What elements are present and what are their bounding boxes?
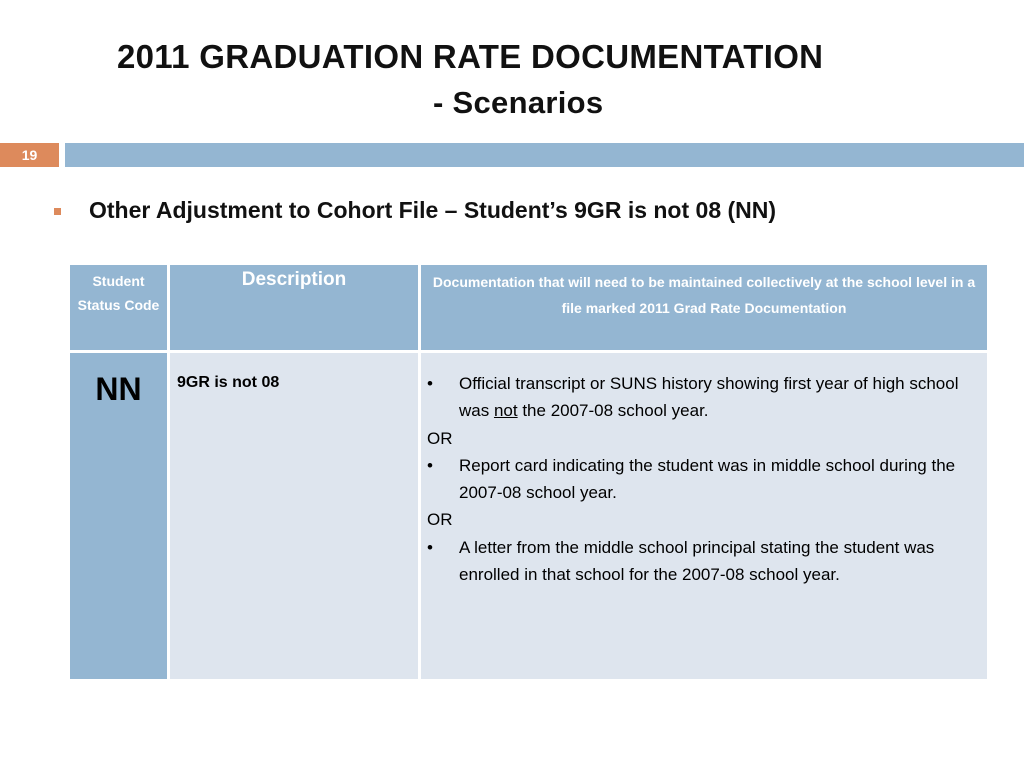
doc-item-text-part: Official transcript or SUNS history showing first year of high school was (459, 374, 959, 421)
bullet-heading-text: Other Adjustment to Cohort File – Student’s 9GR is not 08 (NN) (89, 197, 777, 223)
bullet-icon: • (427, 537, 433, 557)
doc-list-item (427, 370, 977, 425)
header-description: Description (170, 265, 418, 350)
header-band (65, 143, 1024, 167)
doc-list-item (427, 534, 977, 589)
square-bullet-icon (54, 208, 61, 215)
bullet-icon: • (427, 455, 433, 475)
doc-item-text-part: the 2007-08 school year. (517, 401, 709, 421)
documentation-table (67, 262, 990, 682)
header-student-status-code: Student Status Code (70, 265, 167, 350)
cell-documentation (421, 353, 987, 679)
or-separator: OR (427, 428, 453, 448)
bullet-heading (54, 197, 776, 224)
header-documentation: Documentation that will need to be maintained collectively at the school level in a file marked 2011 Grad Rate Documentation (421, 265, 987, 350)
doc-item-text (459, 370, 977, 425)
slide-title: 2011 GRADUATION RATE DOCUMENTATION (117, 38, 824, 75)
underlined-word: not (493, 401, 518, 421)
cell-status-code: NN (70, 353, 167, 679)
cell-description: 9GR is not 08 (170, 353, 418, 679)
bullet-icon: • (427, 374, 433, 393)
or-separator: OR (427, 510, 453, 530)
slide-subtitle: - Scenarios (433, 85, 604, 120)
doc-item-text: A letter from the middle school principal stating the student was enrolled in that school for the 2007-08 school year. (459, 537, 935, 585)
doc-item-text: Report card indicating the student was in middle school during the 2007-08 school year. (459, 455, 956, 503)
doc-list-item (427, 452, 977, 507)
table-header-row (70, 265, 987, 350)
table-row (70, 353, 987, 679)
slide-number: 19 (0, 143, 59, 167)
